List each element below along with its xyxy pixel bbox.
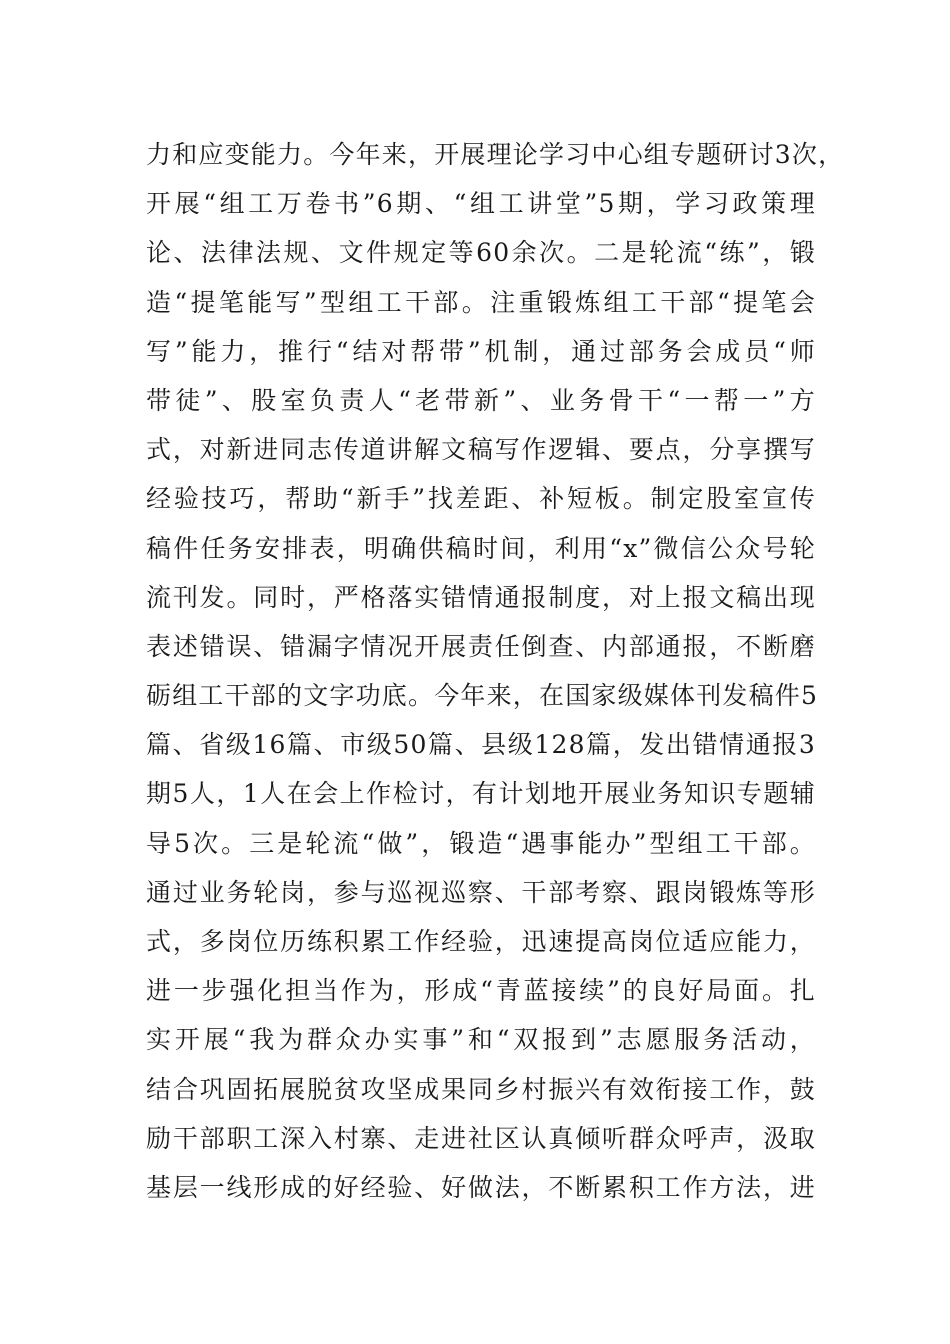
- text-line: 通过业务轮岗，参与巡视巡察、干部考察、跟岗锻炼等形: [146, 877, 816, 907]
- text-line: 篇、省级16篇、市级50篇、县级128篇，发出错情通报3: [146, 730, 816, 760]
- text-line: 稿件任务安排表，明确供稿时间，利用“x”微信公众号轮: [146, 533, 816, 563]
- text-line: 励干部职工深入村寨、走进社区认真倾听群众呼声，汲取: [146, 1123, 816, 1153]
- text-line: 砺组工干部的文字功底。今年来，在国家级媒体刊发稿件5: [146, 681, 819, 711]
- text-line: 带徒”、股室负责人“老带新”、业务骨干“一帮一”方: [146, 385, 816, 415]
- text-line: 式，多岗位历练积累工作经验，迅速提高岗位适应能力，: [146, 927, 816, 956]
- text-line: 导5次。三是轮流“做”，锻造“遇事能办”型组工干部。: [146, 828, 816, 858]
- text-line: 结合巩固拓展脱贫攻坚成果同乡村振兴有效衔接工作，鼓: [146, 1074, 816, 1104]
- text-line: 写”能力，推行“结对帮带”机制，通过部务会成员“师: [146, 336, 816, 366]
- text-line: 期5人，1人在会上作检讨，有计划地开展业务知识专题辅: [146, 779, 816, 809]
- text-line: 经验技巧，帮助“新手”找差距、补短板。制定股室宣传: [146, 484, 816, 514]
- text-line: 力和应变能力。今年来，开展理论学习中心组专题研讨3次，: [146, 140, 845, 169]
- text-line: 开展“组工万卷书”6期、“组工讲堂”5期，学习政策理: [146, 189, 816, 219]
- text-line: 表述错误、错漏字情况开展责任倒查、内部通报，不断磨: [146, 631, 816, 661]
- text-line: 造“提笔能写”型组工干部。注重锻炼组工干部“提笔会: [146, 287, 816, 317]
- text-line: 论、法律法规、文件规定等60余次。二是轮流“练”，锻: [146, 238, 816, 268]
- text-line: 式，对新进同志传道讲解文稿写作逻辑、要点，分享撰写: [146, 435, 816, 465]
- text-line: 流刊发。同时，严格落实错情通报制度，对上报文稿出现: [146, 582, 816, 612]
- text-line: 进一步强化担当作为，形成“青蓝接续”的良好局面。扎: [146, 976, 816, 1006]
- document-body: [146, 130, 845, 1212]
- text-line: 基层一线形成的好经验、好做法，不断累积工作方法，进: [146, 1172, 816, 1202]
- text-line: 实开展“我为群众办实事”和“双报到”志愿服务活动，: [146, 1025, 816, 1055]
